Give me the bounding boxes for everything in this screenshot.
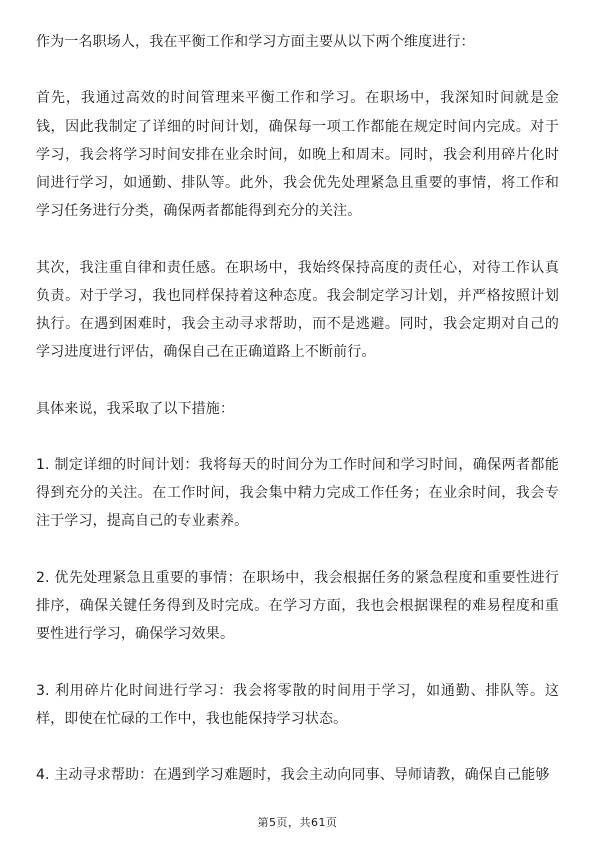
paragraph-gap bbox=[36, 648, 559, 676]
second-point-paragraph: 其次，我注重自律和责任感。在职场中，我始终保持高度的责任心，对待工作认真负责。对于学习，我也同样保持着这种态度。我会制定学习计划，并严格按照计划执行。在遇到困难时，我会主动寻求帮助，而不是逃避。同时，我会定期对自己的学习进度进行评估，确保自己在正确道路上不断前行。 bbox=[36, 259, 559, 361]
measure-item-4: 4. 主动寻求帮助：在遇到学习难题时，我会主动向同事、导师请教，确保自己能够 bbox=[36, 767, 550, 784]
paragraph-gap bbox=[36, 225, 559, 253]
intro-paragraph: 作为一名职场人，我在平衡工作和学习方面主要从以下两个维度进行： bbox=[36, 34, 475, 50]
first-point-paragraph: 首先，我通过高效的时间管理来平衡工作和学习。在职场中，我深知时间就是金钱，因此我制定了详细的时间计划，确保每一项工作都能在规定时间内完成。对于学习，我会将学习时间安排在业余时间，如晚上和周末。同时，我会利用碎片化时间进行学习，如通勤、排队等。此外，我会优先处理紧急且重要的事情，将工作和学习任务进行分类，确保两者都能得到充分的关注。 bbox=[36, 90, 559, 220]
measure-item-1: 1. 制定详细的时间计划：我将每天的时间分为工作时间和学习时间，确保两者都能得到充分的关注。在工作时间，我会集中精力完成工作任务；在业余时间，我会专注于学习，提高自己的专业素养。 bbox=[36, 456, 559, 530]
page-number-footer: 第5页，共61页 bbox=[257, 816, 338, 829]
document-body bbox=[36, 28, 559, 789]
measures-intro-paragraph: 具体来说，我采取了以下措施： bbox=[36, 400, 235, 417]
paragraph-gap bbox=[36, 423, 559, 451]
measure-item-3: 3. 利用碎片化时间进行学习：我会将零散的时间用于学习，如通勤、排队等。这样，即使在忙碌的工作中，我也能保持学习状态。 bbox=[36, 682, 559, 727]
paragraph-gap bbox=[36, 366, 559, 394]
paragraph-gap bbox=[36, 56, 559, 84]
paragraph-gap bbox=[36, 733, 559, 761]
measure-item-2: 2. 优先处理紧急且重要的事情：在职场中，我会根据任务的紧急程度和重要性进行排序，确保关键任务得到及时完成。在学习方面，我也会根据课程的难易程度和重要性进行学习，确保学习效果。 bbox=[36, 569, 559, 643]
paragraph-gap bbox=[36, 536, 559, 564]
